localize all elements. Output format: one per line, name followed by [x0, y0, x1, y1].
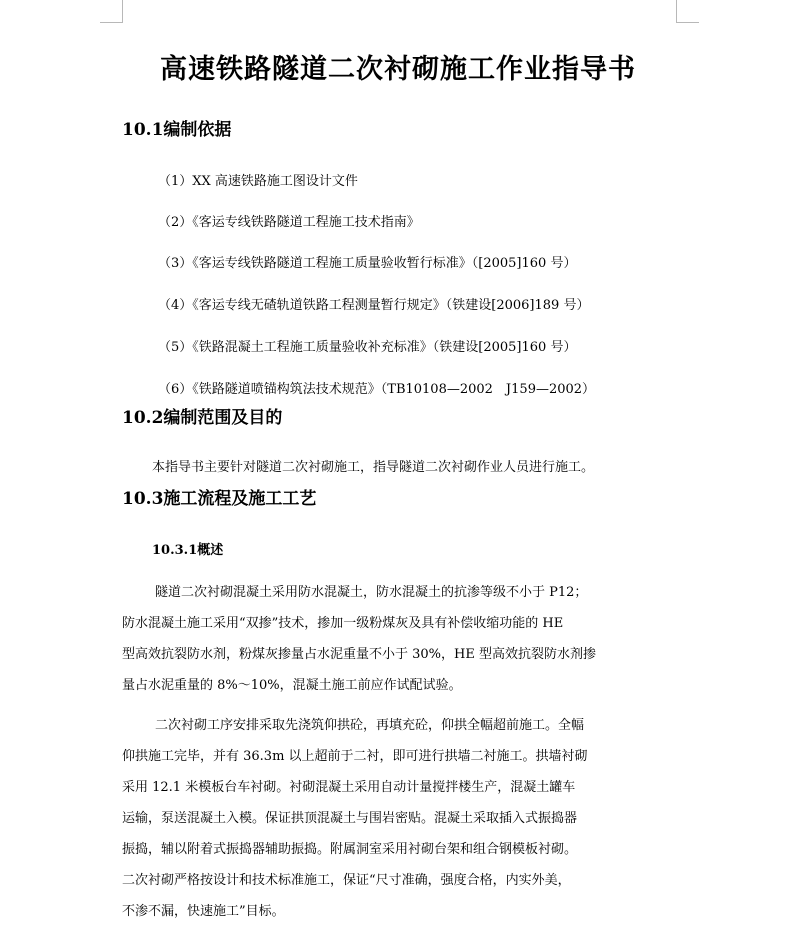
reference-item: （4）《客运专线无碴轨道铁路工程测量暂行规定》（铁建设[2006]189 号） [158, 298, 590, 313]
document-title: 高速铁路隧道二次衬砌施工作业指导书 [160, 54, 636, 85]
paragraph-line: 振捣，辅以附着式振捣器辅助振捣。附属洞室采用衬砌台架和组合钢模板衬砌。 [122, 842, 578, 857]
reference-item: （6）《铁路隧道喷锚构筑法技术规范》（TB10108—2002 J159—2002） [158, 382, 596, 397]
reference-item: （3）《客运专线铁路隧道工程施工质量验收暂行标准》（[2005]160 号） [158, 256, 577, 271]
paragraph-line: 二次衬砌严格按设计和技术标准施工，保证“尺寸准确，强度合格，内实外美， [122, 873, 571, 888]
paragraph-line: 隧道二次衬砌混凝土采用防水混凝土，防水混凝土的抗渗等级不小于 P12； [155, 585, 588, 600]
paragraph-line: 防水混凝土施工采用“双掺”技术，掺加一级粉煤灰及具有补偿收缩功能的 HE [122, 616, 564, 631]
paragraph-line: 二次衬砌工序安排采取先浇筑仰拱砼，再填充砼，仰拱全幅超前施工。全幅 [155, 718, 585, 733]
paragraph-line: 型高效抗裂防水剂，粉煤灰掺量占水泥重量不小于 30%，HE 型高效抗裂防水剂掺 [122, 647, 596, 662]
paragraph-line: 仰拱施工完毕，并有 36.3m 以上超前于二衬，即可进行拱墙二衬施工。拱墙衬砌 [122, 749, 588, 764]
paragraph-line: 采用 12.1 米模板台车衬砌。衬砌混凝土采用自动计量搅拌楼生产，混凝土罐车 [122, 780, 576, 795]
reference-item: （2）《客运专线铁路隧道工程施工技术指南》 [158, 215, 420, 230]
reference-item: （5）《铁路混凝土工程施工质量验收补充标准》（铁建设[2005]160 号） [158, 340, 577, 355]
reference-item: （1）XX 高速铁路施工图设计文件 [158, 174, 358, 189]
section-heading-10-1: 10.1编制依据 [122, 120, 232, 140]
section-heading-10-2: 10.2编制范围及目的 [122, 408, 283, 428]
paragraph-line: 不渗不漏，快速施工”目标。 [122, 904, 285, 919]
paragraph-line: 量占水泥重量的 8%～10%，混凝土施工前应作试配试验。 [122, 678, 462, 693]
subsection-heading-10-3-1: 10.3.1概述 [152, 543, 224, 558]
crop-mark-top-left [100, 0, 123, 23]
crop-mark-top-right [676, 0, 699, 23]
body-paragraph-1 [122, 577, 682, 701]
paragraph-line: 运输，泵送混凝土入模。保证拱顶混凝土与围岩密贴。混凝土采取插入式振捣器 [122, 811, 578, 826]
section-heading-10-3: 10.3施工流程及施工工艺 [122, 489, 317, 509]
section-paragraph: 本指导书主要针对隧道二次衬砌施工，指导隧道二次衬砌作业人员进行施工。 [152, 460, 595, 475]
body-paragraph-2 [122, 710, 682, 927]
